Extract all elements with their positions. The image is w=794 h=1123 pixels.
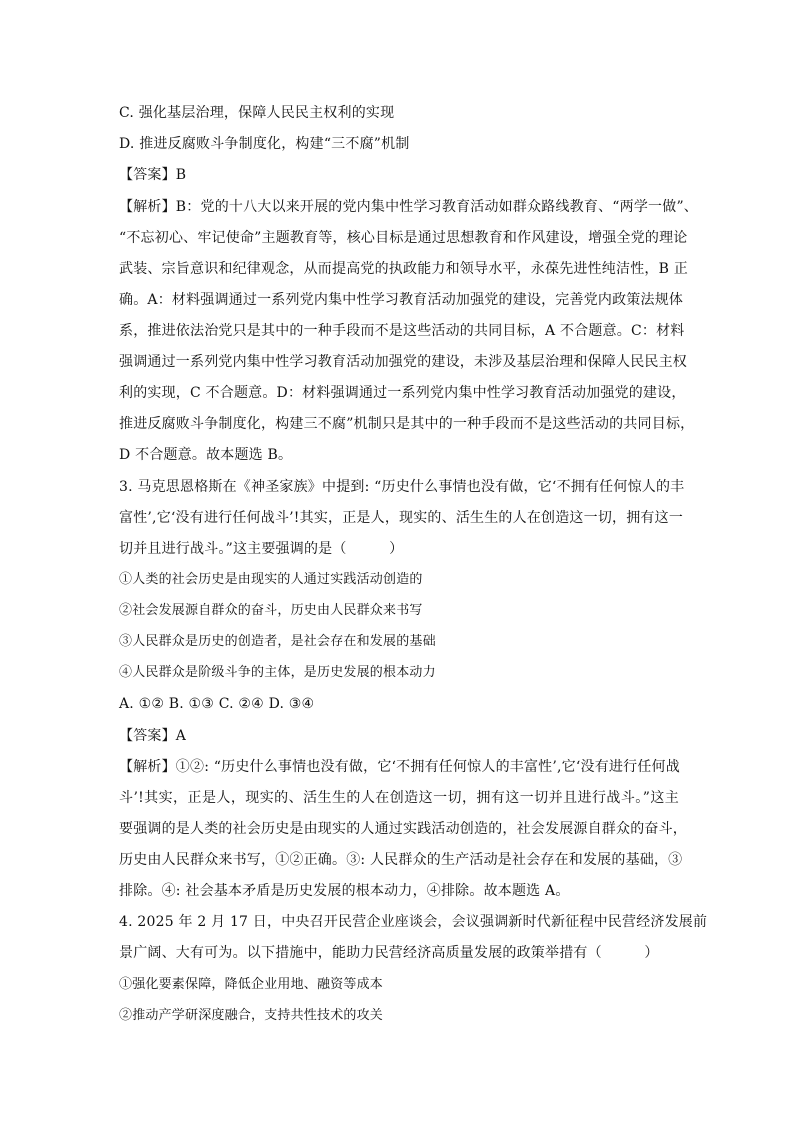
analysis-text: 历史由人民群众来书写，①②正确。③: 人民群众的生产活动是社会存在和发展的基础，③ <box>119 852 683 868</box>
analysis-text: 系，推进依法治党只是其中的一种手段而不是这些活动的共同目标，A 不合题意。C：材料 <box>119 323 685 339</box>
analysis-text: 武装、宗旨意识和纪律观念，从而提高党的执政能力和领导水平，永葆先进性纯洁性，B 正 <box>119 261 688 277</box>
analysis-text: 排除。④: 社会基本矛盾是历史发展的根本动力，④排除。故本题选 A。 <box>119 883 570 899</box>
answer-label: 【答案】A <box>119 728 187 744</box>
analysis-text: 利的实现，C 不合题意。D：材料强调通过一系列党内集中性学习教育活动加强党的建设， <box>119 385 686 401</box>
question-4-item: ①强化要素保障，降低企业用地、融资等成本 <box>119 977 384 992</box>
question-3-stem: 3. 马克思恩格斯在《神圣家族》中提到: “历史什么事情也没有做，它‘不拥有任何惊人的丰 <box>119 479 685 495</box>
option-c: C. 强化基层治理，保障人民民主权利的实现 <box>119 105 395 121</box>
question-4-item: ②推动产学研深度融合，支持共性技术的攻关 <box>119 1008 384 1023</box>
answer-label: 【答案】B <box>119 167 187 183</box>
analysis-text: “不忘初心、牢记使命”主题教育等，核心目标是通过思想教育和作风建设，增强全党的理论 <box>119 230 688 246</box>
analysis-text: D 不合题意。故本题选 B。 <box>119 447 293 463</box>
analysis-text: 确。A：材料强调通过一系列党内集中性学习教育活动加强党的建设，完善党内政策法规体 <box>119 292 684 308</box>
question-3-stem: 切并且进行战斗。”这主要强调的是（ ） <box>119 541 404 557</box>
analysis-text: 要强调的是人类的社会历史是由现实的人通过实践活动创造的，社会发展源自群众的奋斗， <box>119 821 687 837</box>
analysis-text: 推进反腐败斗争制度化，构建三不腐”机制只是其中的一种手段而不是这些活动的共同目标， <box>119 416 695 432</box>
question-3-item: ①人类的社会历史是由现实的人通过实践活动创造的 <box>119 572 423 587</box>
question-3-item: ④人民群众是阶级斗争的主体，是历史发展的根本动力 <box>119 665 436 680</box>
question-3-stem: 富性’,它‘没有进行任何战斗’!其实，正是人，现实的、活生生的人在创造这一切，拥有这一 <box>119 510 684 526</box>
question-3-item: ③人民群众是历史的创造者，是社会存在和发展的基础 <box>119 634 436 649</box>
analysis-text: 强调通过一系列党内集中性学习教育活动加强党的建设，未涉及基层治理和保障人民民主权 <box>119 354 687 370</box>
analysis-text: 斗’!其实，正是人，现实的、活生生的人在创造这一切，拥有这一切并且进行战斗。”这主 <box>119 790 679 806</box>
analysis-text: 【解析】①②: “历史什么事情也没有做，它‘不拥有任何惊人的丰富性’,它‘没有进行任何战 <box>119 759 680 775</box>
question-3-options: A. ①② B. ①③ C. ②④ D. ③④ <box>119 696 315 712</box>
question-3-item: ②社会发展源自群众的奋斗，历史由人民群众来书写 <box>119 603 423 618</box>
analysis-text: 【解析】B：党的十八大以来开展的党内集中性学习教育活动如群众路线教育、“两学一做”、 <box>119 199 699 215</box>
option-d: D. 推进反腐败斗争制度化，构建“三不腐”机制 <box>119 136 410 152</box>
question-4-stem: 景广阔、大有可为。以下措施中，能助力民营经济高质量发展的政策举措有（ ） <box>119 945 659 961</box>
question-4-stem: 4. 2025 年 2 月 17 日，中央召开民营企业座谈会，会议强调新时代新征程中民营经济发展前 <box>119 914 708 930</box>
